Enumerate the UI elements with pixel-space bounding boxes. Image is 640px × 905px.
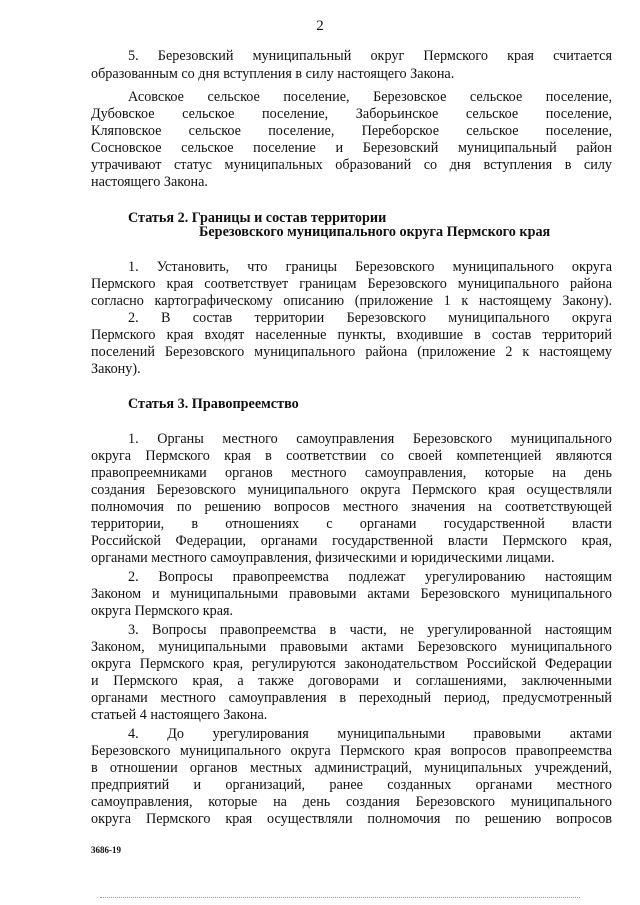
text-line: округа Пермского края, регулируются законодательством Российской Федерации: [91, 656, 612, 672]
text-line: 2. В состав территории Березовского муниципального округа: [128, 310, 612, 326]
text-line: и Пермского края, а также договорами и соглашениями, заключенными: [91, 673, 612, 689]
scan-edge-artifact: [100, 897, 580, 900]
text-line: предприятий и организаций, ранее созданных органами местного: [91, 777, 612, 793]
text-line: Березовского муниципального округа Пермского края вопросов правопреемства: [91, 743, 612, 759]
text-line: органами местного самоуправления в переходный период, предусмотренный: [91, 690, 612, 706]
text-line: самоуправления, которые на день создания Березовского муниципального: [91, 794, 612, 810]
text-line: правопреемниками органов местного самоуправления, которые на день: [91, 465, 612, 481]
text-line: полномочия по решению вопросов местного значения на соответствующей: [91, 499, 612, 515]
text-line: 5. Березовский муниципальный округ Пермского края считается: [128, 48, 612, 64]
text-line: округа Пермского края.: [91, 603, 234, 619]
text-line: округа Пермского края в соответствии со своей компетенцией являются: [91, 448, 612, 464]
text-line: утрачивают статус муниципальных образований со дня вступления в силу: [91, 157, 612, 173]
text-line: Сосновское сельское поселение и Березовский муниципальный район: [91, 140, 612, 156]
text-line: 2. Вопросы правопреемства подлежат урегулированию настоящим: [128, 569, 612, 585]
text-line: 3. Вопросы правопреемства в части, не урегулированной настоящим: [128, 622, 612, 638]
text-line: территории, в отношениях с органами государственной власти: [91, 516, 612, 532]
text-line: 4. До урегулирования муниципальными правовыми актами: [128, 726, 612, 742]
text-line: Закону).: [91, 361, 141, 377]
text-line: Дубовское сельское поселение, Заборьинское сельское поселение,: [91, 106, 612, 122]
text-line: Кляповское сельское поселение, Переборское сельское поселение,: [91, 123, 612, 139]
text-line: Пермского края соответствует границам Березовского муниципального района: [91, 276, 612, 292]
text-line: Российской Федерации, органами государственной власти Пермского края,: [91, 533, 612, 549]
text-line: Законом и муниципальными правовыми актами Березовского муниципального: [91, 586, 612, 602]
article-heading: Статья 2. Границы и состав территории: [128, 210, 387, 226]
document-code: 3686-19: [91, 845, 121, 855]
text-line: образованным со дня вступления в силу настоящего Закона.: [91, 66, 455, 82]
text-line: Пермского края входят населенные пункты, входившие в состав территорий: [91, 327, 612, 343]
text-line: округа Пермского края осуществляли полномочия по решению вопросов: [91, 811, 612, 827]
page-number: 2: [316, 18, 324, 34]
text-line: Асовское сельское поселение, Березовское сельское поселение,: [128, 89, 612, 105]
text-line: Законом, муниципальными правовыми актами Березовского муниципального: [91, 639, 612, 655]
text-line: 1. Органы местного самоуправления Березовского муниципального: [128, 431, 612, 447]
article-heading-subtitle: Березовского муниципального округа Пермского края: [199, 224, 551, 240]
article-heading: Статья 3. Правопреемство: [128, 396, 299, 412]
text-line: органами местного самоуправления, физическими и юридическими лицами.: [91, 550, 555, 566]
text-line: настоящего Закона.: [91, 174, 208, 190]
text-line: поселений Березовского муниципального района (приложение 2 к настоящему: [91, 344, 612, 360]
text-line: 1. Установить, что границы Березовского муниципального округа: [128, 259, 612, 275]
text-line: согласно картографическому описанию (приложение 1 к настоящему Закону).: [91, 293, 612, 309]
text-line: создания Березовского муниципального округа Пермского края осуществляли: [91, 482, 612, 498]
text-line: статьей 4 настоящего Закона.: [91, 707, 268, 723]
text-line: в отношении органов местных администраций, муниципальных учреждений,: [91, 760, 612, 776]
